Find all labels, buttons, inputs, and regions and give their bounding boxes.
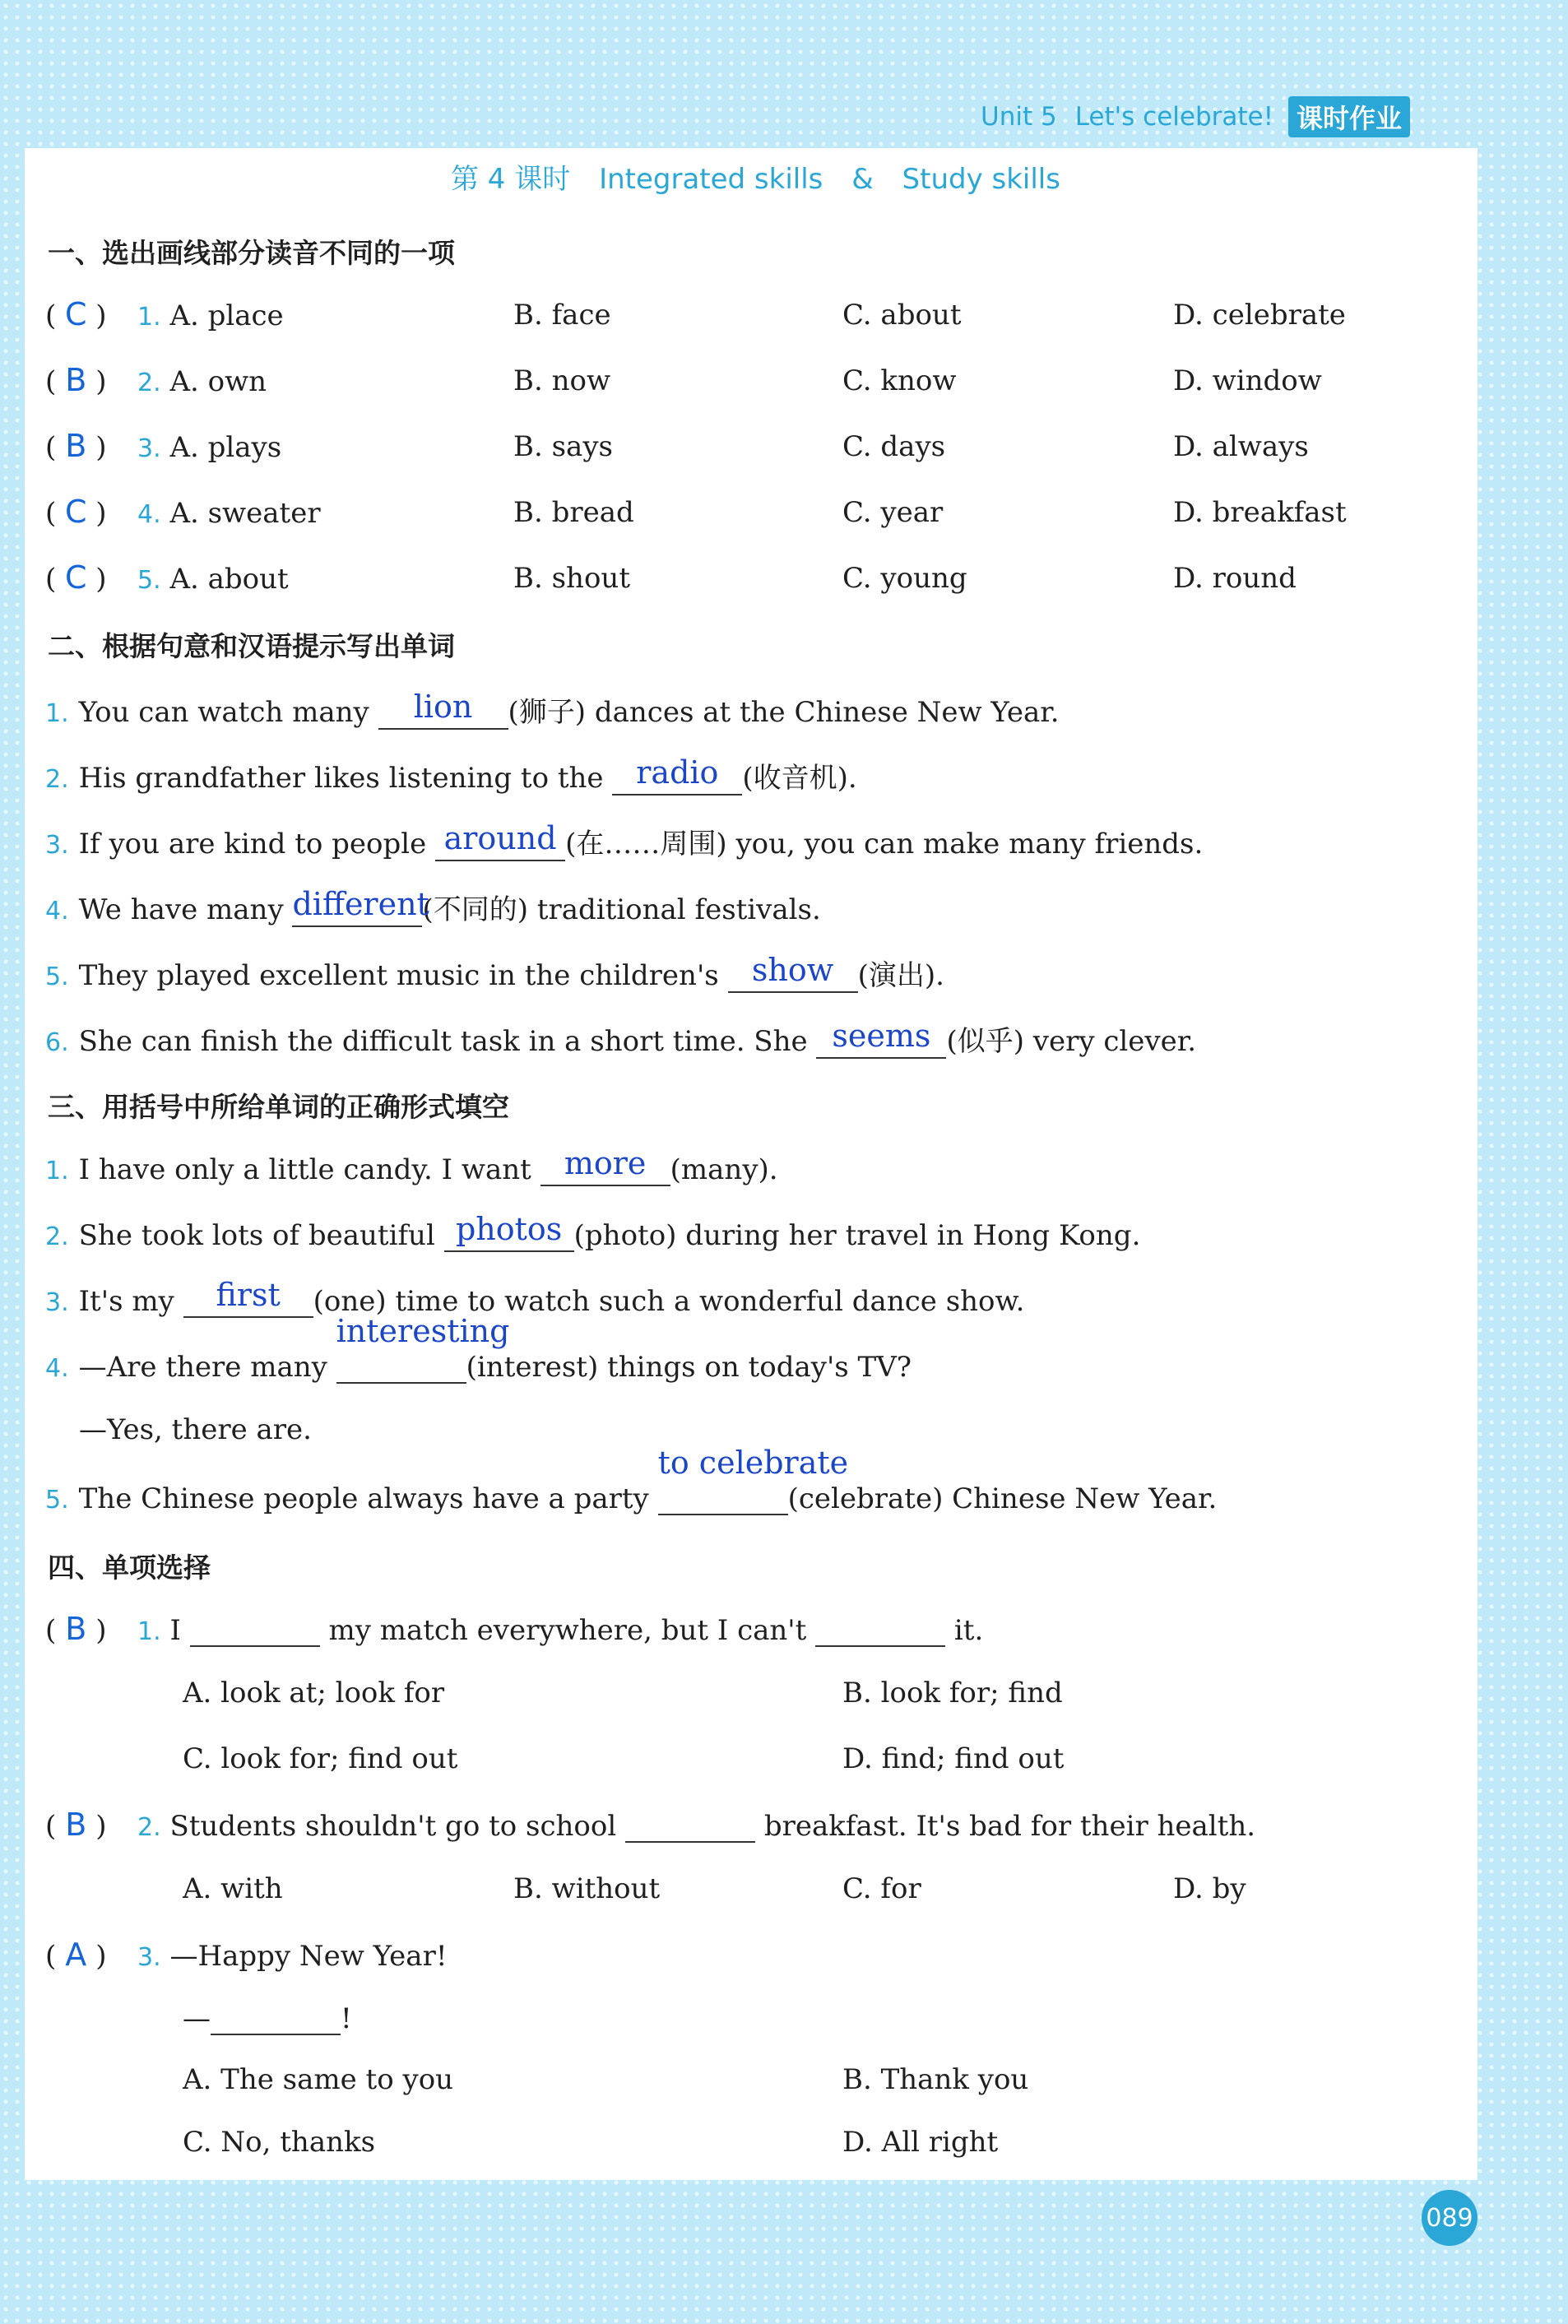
- s2-question-1: 1. You can watch many lion (狮子) dances at the Chinese New Year.: [45, 689, 1060, 729]
- s2-question-2: 2. His grandfather likes listening to the radio (收音机).: [45, 754, 857, 795]
- section-1-title: 一、选出画线部分读音不同的一项: [48, 237, 455, 269]
- fill-answer: more: [564, 1145, 647, 1181]
- fill-answer: seems: [832, 1018, 931, 1054]
- answer-mark: C: [64, 296, 87, 332]
- option-a: A. The same to you: [183, 2063, 454, 2096]
- option-b: B. bread: [513, 496, 634, 529]
- answer-mark: B: [65, 428, 87, 464]
- s1-question-1: ( C ) 1. A. place: [45, 296, 284, 332]
- option-c: C. look for; find out: [183, 1742, 458, 1775]
- s3-question-4: 4. —Are there many interesting (interest) things on today's TV?: [45, 1313, 912, 1384]
- option-d: D. find; find out: [842, 1742, 1065, 1775]
- fill-answer: different: [292, 886, 429, 922]
- answer-mark: C: [64, 559, 87, 596]
- option-b: B. look for; find: [842, 1677, 1063, 1709]
- s4-q3-reply: — !: [183, 1999, 352, 2035]
- s1-question-4: ( C ) 4. A. sweater: [45, 494, 321, 530]
- option-d: D. All right: [842, 2126, 999, 2159]
- option-b: B. shout: [513, 562, 630, 595]
- fill-answer: radio: [636, 754, 719, 791]
- s3-question-5: 5. The Chinese people always have a party to celebrate (celebrate) Chinese New Year.: [45, 1445, 1218, 1515]
- option-c: C. know: [842, 364, 957, 397]
- option-b: B. without: [513, 1872, 661, 1905]
- fill-answer: to celebrate: [657, 1445, 849, 1481]
- lesson-amp: &: [851, 163, 874, 196]
- fill-answer: around: [443, 820, 557, 856]
- s1-question-2: ( B ) 2. A. own: [45, 362, 267, 398]
- section-4-title: 四、单项选择: [48, 1552, 211, 1584]
- option-c: C. about: [842, 299, 962, 332]
- option-c: C. for: [842, 1872, 921, 1905]
- s3-question-2: 2. She took lots of beautiful photos (photo) during her travel in Hong Kong.: [45, 1211, 1141, 1252]
- option-b: B. Thank you: [842, 2063, 1029, 2096]
- s1-question-3: ( B ) 3. A. plays: [45, 428, 282, 464]
- option-b: B. says: [513, 430, 613, 463]
- answer-mark: B: [65, 1611, 87, 1647]
- page-number: 089: [1422, 2190, 1478, 2246]
- s3-reply-4: —Yes, there are.: [79, 1413, 312, 1446]
- answer-mark: B: [65, 1807, 87, 1843]
- option-d: D. by: [1173, 1872, 1246, 1905]
- section-2-title: 二、根据句意和汉语提示写出单词: [48, 630, 455, 662]
- answer-mark: A: [65, 1937, 87, 1973]
- option-b: B. now: [513, 364, 611, 397]
- fill-answer: interesting: [336, 1313, 510, 1349]
- answer-mark: C: [64, 494, 87, 530]
- s2-question-6: 6. She can finish the difficult task in a short time. She seems (似乎) very clever.: [45, 1018, 1197, 1058]
- option-a: A. with: [183, 1872, 283, 1905]
- homework-badge: 课时作业: [1288, 96, 1410, 137]
- option-c: C. days: [842, 430, 946, 463]
- option-c: C. year: [842, 496, 944, 529]
- lesson-label: 第 4 课时: [451, 163, 571, 196]
- unit-label: Unit 5: [981, 102, 1057, 132]
- s3-question-1: 1. I have only a little candy. I want more (many).: [45, 1145, 778, 1186]
- s4-question-2: ( B ) 2. Students shouldn't go to school breakfast. It's bad for their health.: [45, 1807, 1256, 1843]
- option-a: A. look at; look for: [183, 1677, 445, 1709]
- s3-question-3: 3. It's my first (one) time to watch such a wonderful dance show.: [45, 1277, 1025, 1318]
- lesson-title: [451, 156, 1080, 197]
- fill-answer: show: [751, 952, 834, 988]
- answer-mark: B: [65, 362, 87, 398]
- option-b: B. face: [513, 299, 611, 332]
- s4-question-1: ( B ) 1. I my match everywhere, but I can't it.: [45, 1611, 984, 1647]
- option-d: D. celebrate: [1173, 299, 1346, 332]
- option-c: C. young: [842, 562, 967, 595]
- unit-header: [981, 95, 1410, 138]
- fill-answer: first: [216, 1277, 281, 1313]
- option-d: D. breakfast: [1173, 496, 1347, 529]
- option-d: D. always: [1173, 430, 1309, 463]
- lesson-skill-2: Study skills: [902, 163, 1060, 196]
- s1-question-5: ( C ) 5. A. about: [45, 559, 289, 596]
- fill-answer: lion: [413, 689, 473, 725]
- option-c: C. No, thanks: [183, 2126, 376, 2159]
- s2-question-4: 4. We have many different (不同的) traditional festivals.: [45, 886, 821, 926]
- section-3-title: 三、用括号中所给单词的正确形式填空: [48, 1091, 509, 1123]
- option-d: D. window: [1173, 364, 1322, 397]
- fill-answer: photos: [455, 1211, 563, 1247]
- s2-question-5: 5. They played excellent music in the children's show (演出).: [45, 952, 944, 992]
- s2-question-3: 3. If you are kind to people around (在……周围) you, you can make many friends.: [45, 820, 1204, 860]
- option-d: D. round: [1173, 562, 1297, 595]
- lesson-skill-1: Integrated skills: [599, 163, 823, 196]
- s4-question-3: ( A ) 3. —Happy New Year!: [45, 1937, 448, 1973]
- unit-title: Let's celebrate!: [1074, 102, 1274, 132]
